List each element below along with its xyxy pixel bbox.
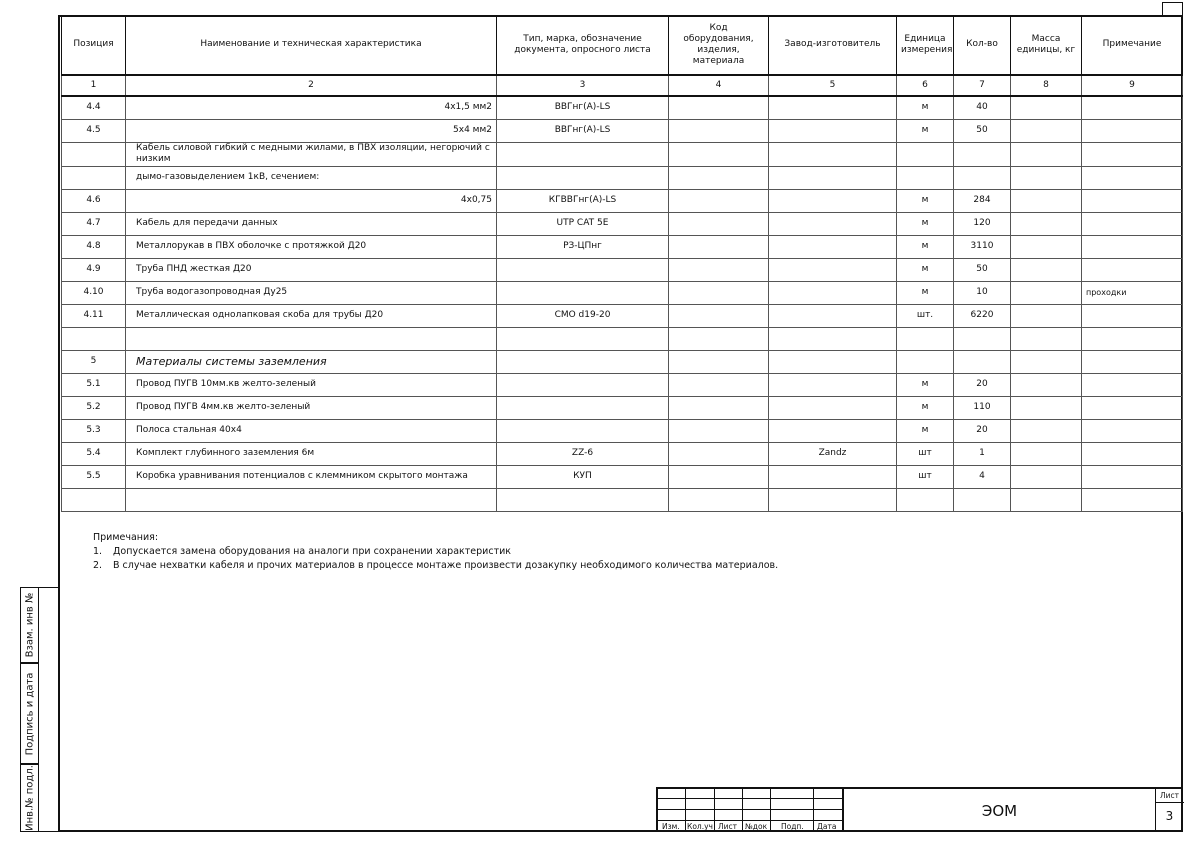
cell-unit: м bbox=[897, 281, 954, 304]
cell-code bbox=[669, 396, 769, 419]
cell-maker bbox=[769, 258, 897, 281]
cell-pos: 4.5 bbox=[62, 120, 126, 143]
cell-unit bbox=[897, 350, 954, 373]
cell-maker bbox=[769, 189, 897, 212]
specification-table bbox=[61, 15, 1183, 512]
column-number: 2 bbox=[126, 75, 497, 96]
cell-note bbox=[1082, 419, 1183, 442]
table-row bbox=[62, 488, 1183, 511]
cell-qty bbox=[954, 166, 1011, 189]
cell-name: 5х4 мм2 bbox=[126, 120, 497, 143]
cell-code bbox=[669, 143, 769, 167]
cell-code bbox=[669, 281, 769, 304]
stamp-col-label: №док bbox=[745, 822, 768, 831]
cell-maker bbox=[769, 373, 897, 396]
cell-unit: м bbox=[897, 96, 954, 120]
cell-maker bbox=[769, 488, 897, 511]
cell-code bbox=[669, 166, 769, 189]
cell-maker bbox=[769, 120, 897, 143]
cell-type: ВВГнг(А)-LS bbox=[497, 120, 669, 143]
cell-name: Кабель силовой гибкий с медными жилами, в ПВХ изоляции, негорючий с низким bbox=[126, 143, 497, 167]
sheet-number: 3 bbox=[1165, 809, 1174, 823]
table-row bbox=[62, 212, 1183, 235]
cell-type: РЗ-ЦПнг bbox=[497, 235, 669, 258]
cell-type bbox=[497, 166, 669, 189]
cell-type bbox=[497, 258, 669, 281]
cell-mass bbox=[1011, 350, 1082, 373]
cell-mass bbox=[1011, 120, 1082, 143]
cell-unit bbox=[897, 488, 954, 511]
cell-mass bbox=[1011, 327, 1082, 350]
cell-code bbox=[669, 235, 769, 258]
cell-unit: м bbox=[897, 258, 954, 281]
table-row bbox=[62, 350, 1183, 373]
sheet-label: Лист bbox=[1160, 791, 1180, 800]
cell-name: Кабель для передачи данных bbox=[126, 212, 497, 235]
cell-note bbox=[1082, 304, 1183, 327]
cell-name: Провод ПУГВ 10мм.кв желто-зеленый bbox=[126, 373, 497, 396]
cell-qty: 1 bbox=[954, 442, 1011, 465]
cell-name bbox=[126, 488, 497, 511]
cell-note: проходки bbox=[1082, 281, 1183, 304]
column-number-row bbox=[62, 75, 1183, 96]
stamp-col-label: Изм. bbox=[662, 822, 680, 831]
cell-note bbox=[1082, 327, 1183, 350]
cell-mass bbox=[1011, 258, 1082, 281]
cell-name: 4х0,75 bbox=[126, 189, 497, 212]
cell-type: КУП bbox=[497, 465, 669, 488]
cell-type bbox=[497, 396, 669, 419]
table-row bbox=[62, 465, 1183, 488]
header-cell: Примечание bbox=[1082, 16, 1183, 76]
cell-code bbox=[669, 304, 769, 327]
cell-pos: 5.2 bbox=[62, 396, 126, 419]
cell-name: Коробка уравнивания потенциалов с клеммником скрытого монтажа bbox=[126, 465, 497, 488]
header-cell: Тип, марка, обозначение документа, опросного листа bbox=[497, 16, 669, 76]
cell-pos: 4.6 bbox=[62, 189, 126, 212]
cell-name: 4х1,5 мм2 bbox=[126, 96, 497, 120]
header-cell: Наименование и техническая характеристика bbox=[126, 16, 497, 76]
cell-code bbox=[669, 258, 769, 281]
cell-code bbox=[669, 350, 769, 373]
cell-unit: м bbox=[897, 396, 954, 419]
cell-pos: 5.5 bbox=[62, 465, 126, 488]
sheet-box bbox=[1155, 787, 1183, 832]
cell-pos bbox=[62, 488, 126, 511]
cell-name: Металлорукав в ПВХ оболочке с протяжкой Д20 bbox=[126, 235, 497, 258]
note-item: 1. Допускается замена оборудования на аналоги при сохранении характеристик bbox=[93, 546, 512, 557]
cell-note bbox=[1082, 258, 1183, 281]
side-field-signature-date: Подпись и дата bbox=[20, 663, 38, 764]
cell-qty: 4 bbox=[954, 465, 1011, 488]
cell-code bbox=[669, 442, 769, 465]
title-block bbox=[656, 787, 1183, 832]
table-row bbox=[62, 327, 1183, 350]
table-row bbox=[62, 96, 1183, 120]
cell-mass bbox=[1011, 442, 1082, 465]
cell-pos bbox=[62, 143, 126, 167]
cell-name: дымо-газовыделением 1кВ, сечением: bbox=[126, 166, 497, 189]
cell-qty: 20 bbox=[954, 373, 1011, 396]
cell-name: Комплект глубинного заземления 6м bbox=[126, 442, 497, 465]
table-row bbox=[62, 258, 1183, 281]
cell-qty: 40 bbox=[954, 96, 1011, 120]
table-row bbox=[62, 419, 1183, 442]
cell-unit: м bbox=[897, 373, 954, 396]
column-number: 5 bbox=[769, 75, 897, 96]
table-row bbox=[62, 120, 1183, 143]
cell-maker bbox=[769, 281, 897, 304]
table-row bbox=[62, 166, 1183, 189]
cell-code bbox=[669, 373, 769, 396]
cell-mass bbox=[1011, 419, 1082, 442]
cell-maker bbox=[769, 304, 897, 327]
cell-type bbox=[497, 143, 669, 167]
cell-qty: 50 bbox=[954, 120, 1011, 143]
cell-maker bbox=[769, 143, 897, 167]
cell-pos: 5.4 bbox=[62, 442, 126, 465]
cell-mass bbox=[1011, 304, 1082, 327]
cell-note bbox=[1082, 350, 1183, 373]
table-row bbox=[62, 396, 1183, 419]
cell-unit: м bbox=[897, 419, 954, 442]
cell-pos bbox=[62, 166, 126, 189]
cell-qty bbox=[954, 327, 1011, 350]
cell-type bbox=[497, 373, 669, 396]
cell-name bbox=[126, 327, 497, 350]
cell-pos: 5.3 bbox=[62, 419, 126, 442]
side-field-original-inv: Инв.№ подл. bbox=[20, 764, 38, 832]
cell-mass bbox=[1011, 488, 1082, 511]
cell-mass bbox=[1011, 189, 1082, 212]
cell-qty: 20 bbox=[954, 419, 1011, 442]
cell-note bbox=[1082, 120, 1183, 143]
cell-unit: м bbox=[897, 120, 954, 143]
cell-note bbox=[1082, 96, 1183, 120]
cell-pos: 4.8 bbox=[62, 235, 126, 258]
cell-mass bbox=[1011, 96, 1082, 120]
note-item: 2. В случае нехватки кабеля и прочих материалов в процессе монтаже произвести дозакупку необходимого количества материалов. bbox=[93, 560, 779, 571]
cell-maker bbox=[769, 327, 897, 350]
table-row bbox=[62, 281, 1183, 304]
cell-name: Металлическая однолапковая скоба для трубы Д20 bbox=[126, 304, 497, 327]
cell-pos: 5.1 bbox=[62, 373, 126, 396]
cell-type bbox=[497, 281, 669, 304]
cell-code bbox=[669, 120, 769, 143]
cell-note bbox=[1082, 465, 1183, 488]
cell-unit bbox=[897, 327, 954, 350]
cell-name: Труба ПНД жесткая Д20 bbox=[126, 258, 497, 281]
cell-maker bbox=[769, 212, 897, 235]
cell-code bbox=[669, 96, 769, 120]
cell-maker bbox=[769, 96, 897, 120]
notes-block bbox=[93, 531, 778, 573]
table-row bbox=[62, 143, 1183, 167]
cell-maker: Zandz bbox=[769, 442, 897, 465]
cell-unit: м bbox=[897, 212, 954, 235]
cell-name: Полоса стальная 40х4 bbox=[126, 419, 497, 442]
notes-title: Примечания: bbox=[93, 532, 159, 543]
cell-mass bbox=[1011, 396, 1082, 419]
cell-maker bbox=[769, 350, 897, 373]
cell-name: Материалы системы заземления bbox=[126, 350, 497, 373]
cell-maker bbox=[769, 235, 897, 258]
cell-mass bbox=[1011, 373, 1082, 396]
cell-unit: м bbox=[897, 235, 954, 258]
cell-qty: 3110 bbox=[954, 235, 1011, 258]
header-cell: Кол-во bbox=[954, 16, 1011, 76]
cell-code bbox=[669, 189, 769, 212]
column-number: 9 bbox=[1082, 75, 1183, 96]
document-code: ЭОМ bbox=[842, 787, 1155, 832]
revision-grid bbox=[656, 787, 842, 832]
cell-qty bbox=[954, 350, 1011, 373]
cell-pos: 4.7 bbox=[62, 212, 126, 235]
cell-maker bbox=[769, 166, 897, 189]
header-cell: Код оборудования, изделия, материала bbox=[669, 16, 769, 76]
cell-note bbox=[1082, 442, 1183, 465]
cell-mass bbox=[1011, 235, 1082, 258]
cell-pos: 4.11 bbox=[62, 304, 126, 327]
cell-type: ZZ-6 bbox=[497, 442, 669, 465]
column-number: 8 bbox=[1011, 75, 1082, 96]
cell-maker bbox=[769, 465, 897, 488]
cell-unit bbox=[897, 143, 954, 167]
cell-code bbox=[669, 212, 769, 235]
cell-note bbox=[1082, 396, 1183, 419]
table-header bbox=[62, 16, 1183, 76]
cell-type bbox=[497, 327, 669, 350]
cell-note bbox=[1082, 235, 1183, 258]
cell-type: UTP CAT 5E bbox=[497, 212, 669, 235]
cell-name: Труба водогазопроводная Ду25 bbox=[126, 281, 497, 304]
cell-type bbox=[497, 350, 669, 373]
stamp-col-label: Кол.уч bbox=[687, 822, 713, 831]
cell-note bbox=[1082, 488, 1183, 511]
table-row bbox=[62, 304, 1183, 327]
cell-qty: 110 bbox=[954, 396, 1011, 419]
column-number: 4 bbox=[669, 75, 769, 96]
cell-type: КГВВГнг(А)-LS bbox=[497, 189, 669, 212]
cell-code bbox=[669, 488, 769, 511]
cell-note bbox=[1082, 373, 1183, 396]
side-field-column bbox=[38, 587, 58, 832]
cell-name: Провод ПУГВ 4мм.кв желто-зеленый bbox=[126, 396, 497, 419]
cell-unit: м bbox=[897, 189, 954, 212]
cell-type: ВВГнг(А)-LS bbox=[497, 96, 669, 120]
side-field-replace-inv: Взам. инв № bbox=[20, 587, 38, 663]
cell-maker bbox=[769, 396, 897, 419]
stamp-col-label: Лист bbox=[718, 822, 738, 831]
table-row bbox=[62, 235, 1183, 258]
table-row bbox=[62, 373, 1183, 396]
cell-unit: шт bbox=[897, 442, 954, 465]
table-row bbox=[62, 189, 1183, 212]
table-row bbox=[62, 442, 1183, 465]
cell-code bbox=[669, 327, 769, 350]
cell-mass bbox=[1011, 465, 1082, 488]
cell-mass bbox=[1011, 166, 1082, 189]
cell-pos: 4.9 bbox=[62, 258, 126, 281]
cell-note bbox=[1082, 143, 1183, 167]
column-number: 1 bbox=[62, 75, 126, 96]
cell-qty bbox=[954, 143, 1011, 167]
cell-qty: 50 bbox=[954, 258, 1011, 281]
header-cell: Позиция bbox=[62, 16, 126, 76]
cell-type bbox=[497, 488, 669, 511]
cell-pos: 4.10 bbox=[62, 281, 126, 304]
stamp-col-label: Подп. bbox=[781, 822, 804, 831]
cell-pos bbox=[62, 327, 126, 350]
cell-qty bbox=[954, 488, 1011, 511]
cell-qty: 6220 bbox=[954, 304, 1011, 327]
cell-type bbox=[497, 419, 669, 442]
cell-mass bbox=[1011, 143, 1082, 167]
column-number: 7 bbox=[954, 75, 1011, 96]
header-cell: Масса единицы, кг bbox=[1011, 16, 1082, 76]
cell-mass bbox=[1011, 212, 1082, 235]
cell-maker bbox=[769, 419, 897, 442]
cell-type: СМО d19-20 bbox=[497, 304, 669, 327]
cell-qty: 120 bbox=[954, 212, 1011, 235]
cell-note bbox=[1082, 189, 1183, 212]
cell-note bbox=[1082, 212, 1183, 235]
header-cell: Завод-изготовитель bbox=[769, 16, 897, 76]
column-number: 6 bbox=[897, 75, 954, 96]
header-cell: Единица измерения bbox=[897, 16, 954, 76]
cell-note bbox=[1082, 166, 1183, 189]
cell-code bbox=[669, 465, 769, 488]
column-number: 3 bbox=[497, 75, 669, 96]
cell-unit: шт. bbox=[897, 304, 954, 327]
cell-pos: 4.4 bbox=[62, 96, 126, 120]
cell-qty: 10 bbox=[954, 281, 1011, 304]
cell-qty: 284 bbox=[954, 189, 1011, 212]
cell-unit bbox=[897, 166, 954, 189]
cell-mass bbox=[1011, 281, 1082, 304]
corner-tab bbox=[1162, 2, 1183, 15]
cell-code bbox=[669, 419, 769, 442]
cell-unit: шт bbox=[897, 465, 954, 488]
cell-pos: 5 bbox=[62, 350, 126, 373]
stamp-col-label: Дата bbox=[817, 822, 837, 831]
